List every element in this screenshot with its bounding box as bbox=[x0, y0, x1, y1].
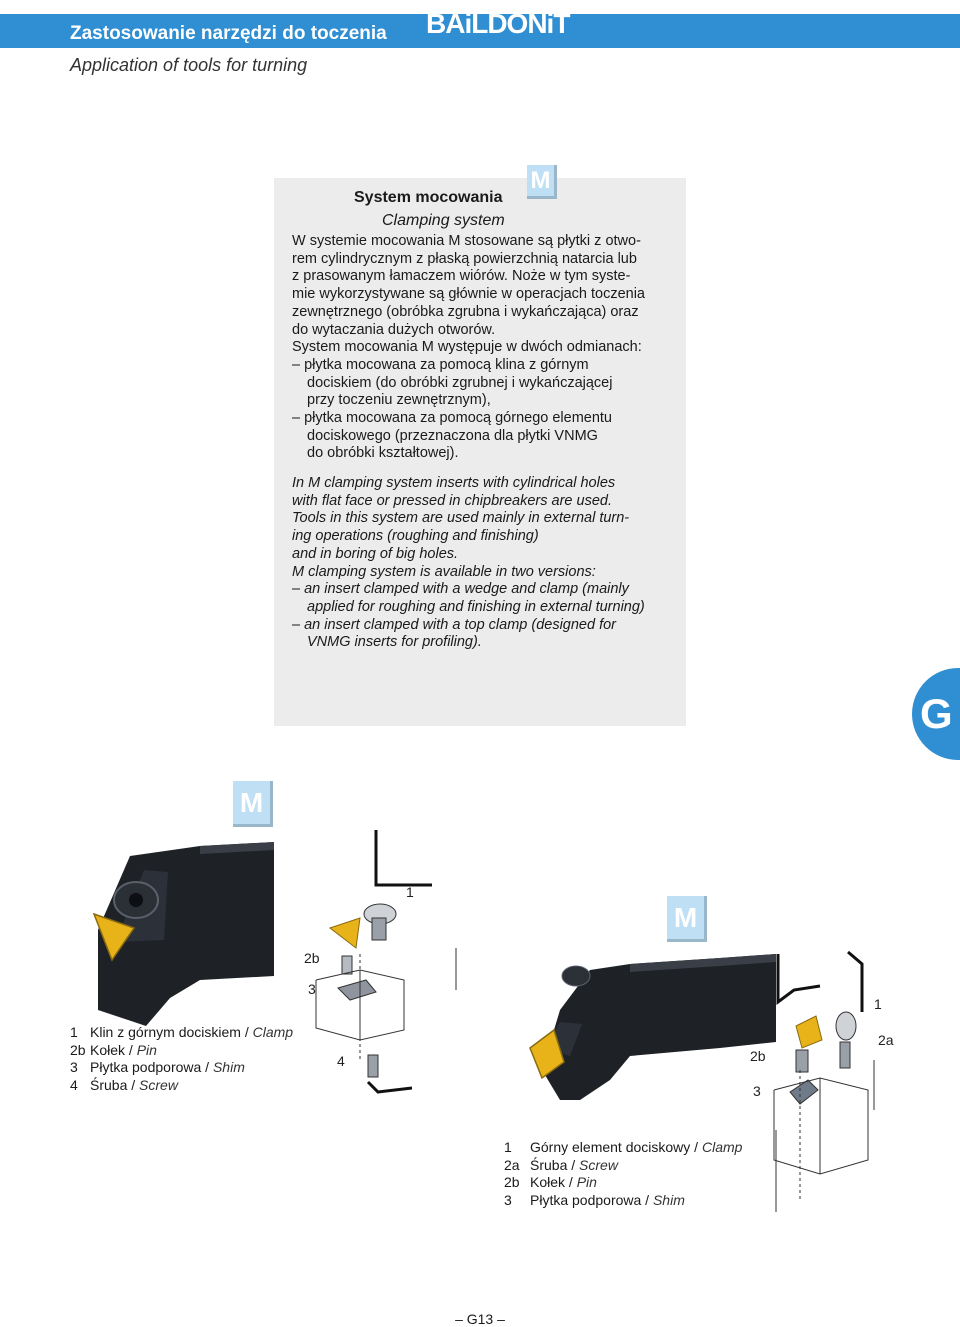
text-line: – an insert clamped with a top clamp (designed for bbox=[292, 616, 617, 633]
text-line: VNMG inserts for profiling). bbox=[307, 634, 482, 651]
figure1-label: 4 bbox=[337, 1053, 345, 1069]
text-line: – an insert clamped with a wedge and clamp (mainly bbox=[292, 581, 629, 598]
text-line: and in boring of big holes. bbox=[292, 545, 459, 562]
text-line: dociskowego (przeznaczona dla płytki VNMG bbox=[307, 427, 598, 444]
figure1-label: 1 bbox=[406, 884, 414, 900]
figure1-label: 2b bbox=[304, 950, 320, 966]
legend-item: 1 Górny element dociskowy / Clamp bbox=[504, 1139, 743, 1155]
text-line: dociskiem (do obróbki zgrubnej i wykańczającej bbox=[307, 374, 613, 391]
text-line: System mocowania M występuje w dwóch odmianach: bbox=[292, 339, 642, 356]
text-line: przy toczeniu zewnętrznym), bbox=[307, 392, 491, 409]
english-description bbox=[292, 475, 677, 652]
text-line: In M clamping system inserts with cylindrical holes bbox=[292, 475, 616, 491]
figure1-legend bbox=[70, 1024, 293, 1094]
legend-item: 2b Kołek / Pin bbox=[70, 1041, 157, 1058]
legend-item: 1 Klin z górnym dociskiem / Clamp bbox=[70, 1024, 294, 1040]
legend-item: 4 Śruba / Screw bbox=[70, 1076, 178, 1093]
legend-item: 3 Płytka podporowa / Shim bbox=[70, 1059, 245, 1076]
figure2-label: 2b bbox=[750, 1048, 766, 1064]
figure1-badge: M bbox=[233, 781, 273, 827]
text-line: Tools in this system are used mainly in external turn- bbox=[292, 510, 630, 527]
text-line: – płytka mocowana za pomocą klina z górnym bbox=[292, 356, 589, 373]
text-line: M clamping system is available in two versions: bbox=[292, 563, 596, 580]
text-line: do obróbki kształtowej). bbox=[307, 445, 459, 462]
page-number: – G13 – bbox=[455, 1311, 505, 1327]
figure1-label: 3 bbox=[308, 981, 316, 997]
text-line: W systemie mocowania M stosowane są płytki z otwo- bbox=[292, 233, 641, 249]
brand-logo: BAiLDONiT bbox=[426, 8, 570, 39]
page-subtitle: Application of tools for turning bbox=[70, 55, 308, 75]
legend-item: 3 Płytka podporowa / Shim bbox=[504, 1191, 685, 1208]
polish-description bbox=[292, 233, 677, 463]
figure2-label: 2a bbox=[878, 1032, 894, 1048]
text-line: do wytaczania dużych otworów. bbox=[292, 321, 496, 338]
figure2-label: 1 bbox=[874, 996, 882, 1012]
section-tab-letter: G bbox=[920, 690, 953, 737]
panel-title: System mocowania bbox=[354, 189, 503, 206]
text-line: rem cylindrycznym z płaską powierzchnią natarcia lub bbox=[292, 250, 637, 267]
system-badge: M bbox=[527, 165, 557, 199]
page-title: Zastosowanie narzędzi do toczenia bbox=[70, 23, 387, 44]
exploded-view-2 bbox=[774, 952, 874, 1212]
tool-holder-2 bbox=[542, 954, 776, 1100]
text-line: z prasowanym łamaczem wiórów. Noże w tym syste- bbox=[292, 268, 631, 285]
figure2-legend bbox=[504, 1139, 742, 1209]
figure2-label: 3 bbox=[753, 1083, 761, 1099]
text-line: ing operations (roughing and finishing) bbox=[292, 528, 539, 545]
text-line: with flat face or pressed in chipbreakers are used. bbox=[292, 492, 612, 509]
text-line: zewnętrznego (obróbka zgrubna i wykańczająca) oraz bbox=[292, 303, 639, 320]
section-tab bbox=[912, 668, 960, 760]
legend-item: 2b Kołek / Pin bbox=[504, 1174, 597, 1191]
text-line: – płytka mocowana za pomocą górnego elementu bbox=[292, 410, 612, 427]
legend-item: 2a Śruba / Screw bbox=[504, 1156, 618, 1173]
text-line: mie wykorzystywane są głównie w operacjach toczenia bbox=[292, 286, 645, 303]
figure2-badge: M bbox=[667, 896, 707, 942]
text-line: applied for roughing and finishing in external turning) bbox=[307, 598, 645, 615]
panel-subtitle: Clamping system bbox=[382, 212, 505, 229]
